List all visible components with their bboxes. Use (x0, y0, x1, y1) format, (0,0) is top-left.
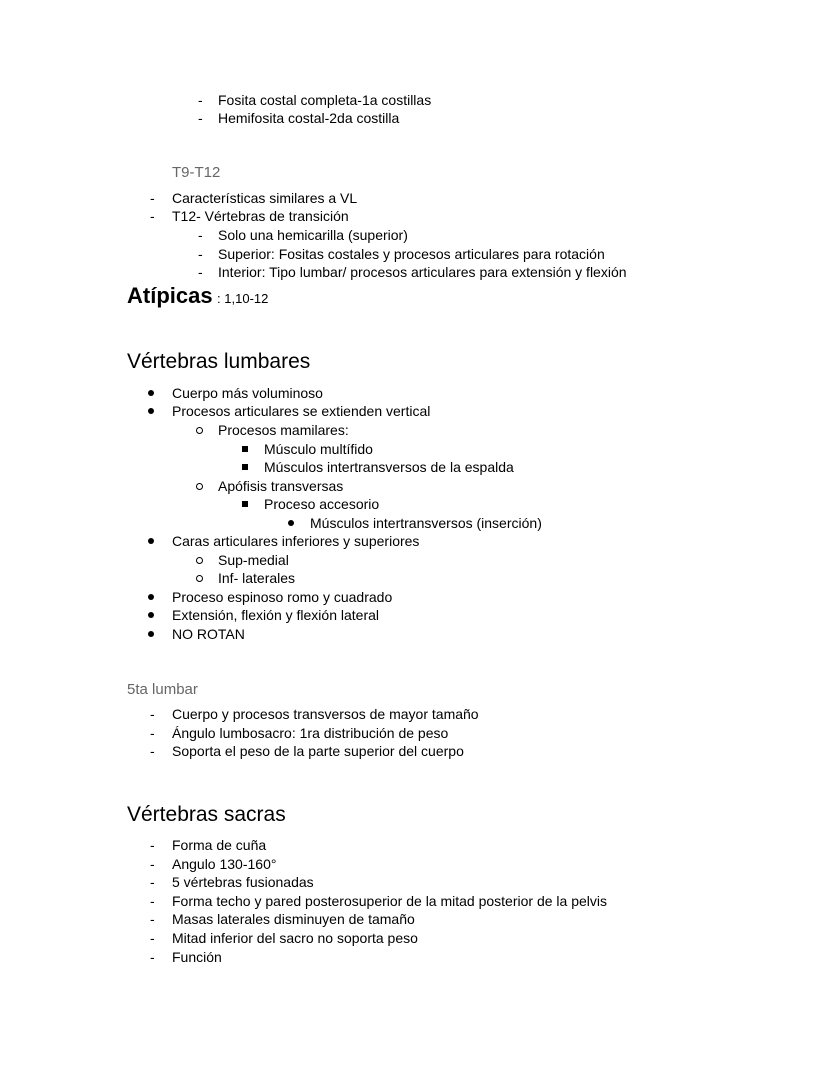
dash-bullet-icon: - (150, 856, 155, 872)
list-item: Solo una hemicarilla (superior) (218, 227, 408, 243)
atipicas-label: Atípicas (127, 283, 213, 308)
list-item: Angulo 130-160° (172, 856, 277, 872)
dash-bullet-icon: - (198, 110, 203, 126)
list-item: Procesos articulares se extienden vertical (172, 403, 431, 419)
list-item: Inf- laterales (218, 570, 296, 586)
dash-bullet-icon: - (150, 930, 155, 946)
dash-bullet-icon: - (198, 246, 203, 262)
heading-lumbares: Vértebras lumbares (127, 350, 311, 373)
list-item: Forma techo y pared posterosuperior de la mitad posterior de la pelvis (172, 893, 607, 909)
list-item: Caras articulares inferiores y superiores (172, 533, 420, 549)
bullet-dot-icon (148, 612, 154, 618)
dash-bullet-icon: - (150, 893, 155, 909)
list-item: Cuerpo y procesos transversos de mayor tamaño (172, 706, 479, 722)
bullet-square-icon (242, 446, 248, 452)
list-item: Cuerpo más voluminoso (172, 385, 323, 401)
bullet-square-icon (242, 464, 248, 470)
dash-bullet-icon: - (150, 743, 155, 759)
list-item: Apófisis transversas (218, 478, 344, 494)
bullet-circle-icon (196, 427, 203, 434)
list-item: Función (172, 949, 222, 965)
bullet-dot-icon (148, 594, 154, 600)
list-item: Soporta el peso de la parte superior del cuerpo (172, 743, 464, 759)
list-item: T12- Vértebras de transición (172, 208, 349, 224)
dash-bullet-icon: - (198, 264, 203, 280)
dash-bullet-icon: - (150, 874, 155, 890)
list-item: Músculos intertransversos de la espalda (264, 459, 514, 475)
heading-sacras: Vértebras sacras (127, 803, 286, 826)
bullet-dot-icon (148, 631, 154, 637)
bullet-circle-icon (196, 575, 203, 582)
list-item: Mitad inferior del sacro no soporta peso (172, 930, 418, 946)
dash-bullet-icon: - (150, 208, 155, 224)
dash-bullet-icon: - (150, 725, 155, 741)
subheading-5ta-lumbar: 5ta lumbar (127, 681, 198, 698)
list-item: Superior: Fositas costales y procesos articulares para rotación (218, 246, 605, 262)
list-item: Interior: Tipo lumbar/ procesos articulares para extensión y flexión (218, 264, 627, 280)
atipicas-line (127, 283, 268, 309)
list-item: Sup-medial (218, 552, 289, 568)
list-item: Masas laterales disminuyen de tamaño (172, 911, 415, 927)
dash-bullet-icon: - (150, 190, 155, 206)
subheading-t9-t12: T9-T12 (172, 164, 221, 181)
list-item: Fosita costal completa-1a costillas (218, 92, 432, 108)
dash-bullet-icon: - (150, 949, 155, 965)
list-item: Procesos mamilares: (218, 422, 349, 438)
list-item: Proceso accesorio (264, 496, 380, 512)
list-item: Ángulo lumbosacro: 1ra distribución de peso (172, 725, 449, 741)
bullet-square-icon (242, 501, 248, 507)
list-item: Músculos intertransversos (inserción) (310, 515, 542, 531)
dash-bullet-icon: - (150, 706, 155, 722)
dash-bullet-icon: - (198, 92, 203, 108)
dash-bullet-icon: - (150, 911, 155, 927)
bullet-dot-icon (148, 538, 154, 544)
list-item: Extensión, flexión y flexión lateral (172, 607, 379, 623)
dash-bullet-icon: - (198, 227, 203, 243)
dash-bullet-icon: - (150, 837, 155, 853)
bullet-circle-icon (196, 483, 203, 490)
list-item: Forma de cuña (172, 837, 267, 853)
list-item: Músculo multífido (264, 441, 373, 457)
list-item: Proceso espinoso romo y cuadrado (172, 589, 393, 605)
list-item: NO ROTAN (172, 626, 245, 642)
atipicas-value: : 1,10-12 (217, 291, 269, 306)
bullet-dot-icon (148, 390, 154, 396)
list-item: Características similares a VL (172, 190, 358, 206)
bullet-dot-icon (288, 520, 294, 526)
bullet-circle-icon (196, 557, 203, 564)
list-item: 5 vértebras fusionadas (172, 874, 314, 890)
list-item: Hemifosita costal-2da costilla (218, 110, 400, 126)
bullet-dot-icon (148, 408, 154, 414)
